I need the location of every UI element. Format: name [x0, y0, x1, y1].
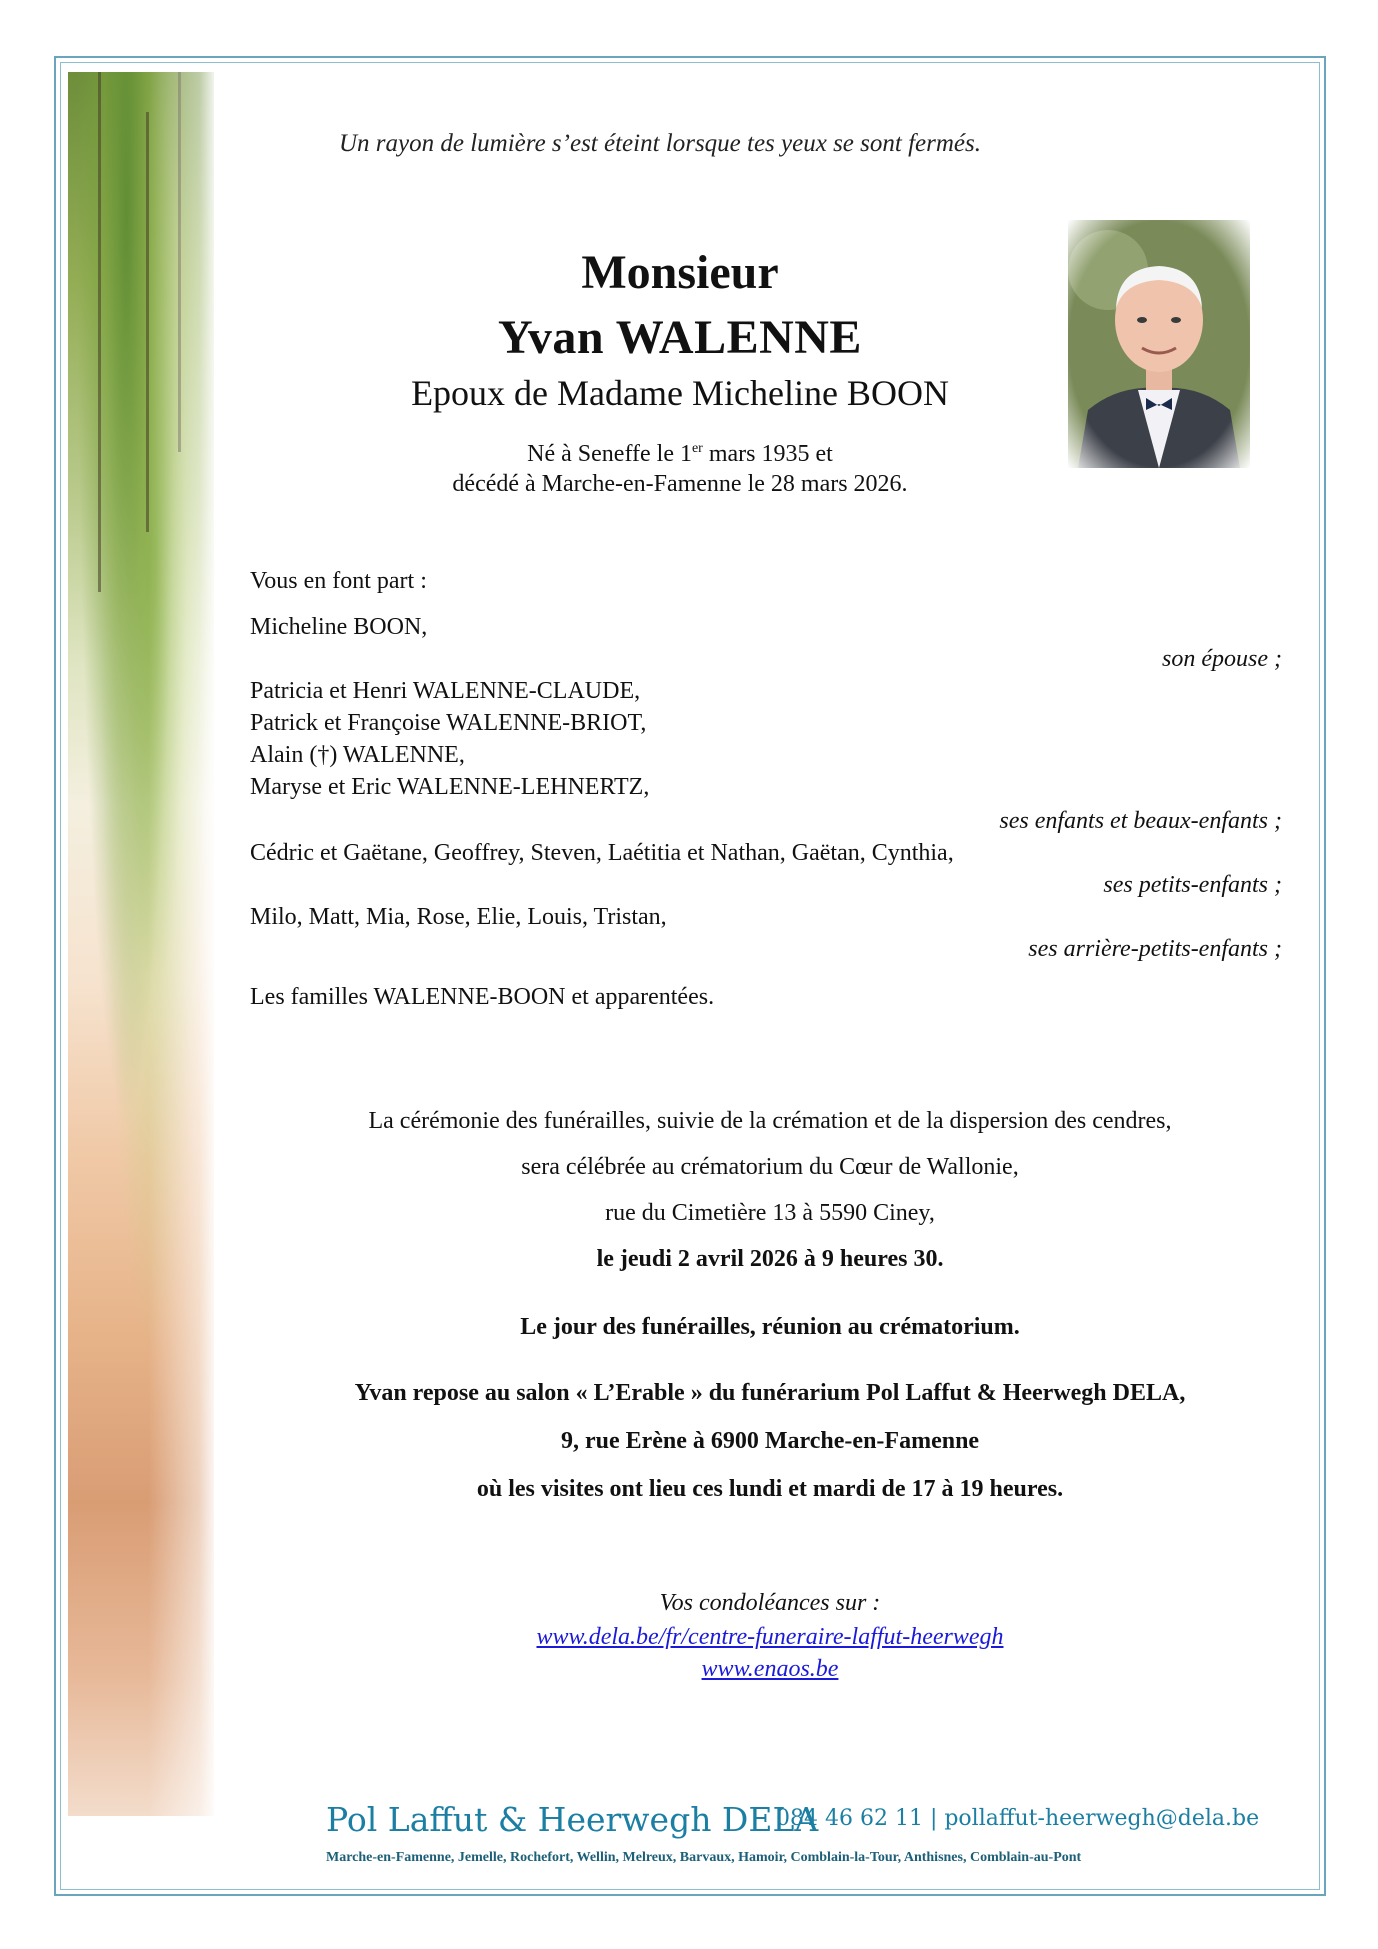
ceremony-date: le jeudi 2 avril 2026 à 9 heures 30. [596, 1246, 944, 1272]
honorific: Monsieur [581, 246, 779, 299]
ceremony-line: La cérémonie des funérailles, suivie de la crémation et de la dispersion des cendres, [368, 1108, 1172, 1134]
epigraph: Un rayon de lumière s’est éteint lorsque tes yeux se sont fermés. [339, 130, 981, 157]
condolences-link-enaos[interactable]: www.enaos.be [701, 1656, 839, 1682]
footer-contact: 084 46 62 11 | pollaffut-heerwegh@dela.be [776, 1806, 1260, 1831]
announce-line: Vous en font part : [250, 568, 427, 594]
birth-sup: er [691, 441, 703, 456]
death-line: décédé à Marche-en-Famenne le 28 mars 2026. [452, 471, 908, 497]
repose-line: Yvan repose au salon « L’Erable » du funérarium Pol Laffut & Heerwegh DELA, [354, 1380, 1186, 1406]
repose-line: où les visites ont lieu ces lundi et mardi de 17 à 19 heures. [476, 1476, 1064, 1502]
tree-trunk [98, 72, 101, 592]
spouse-line: Epoux de Madame Micheline BOON [411, 373, 949, 413]
condolences-label: Vos condoléances sur : [659, 1590, 881, 1616]
tree-trunk [146, 112, 149, 532]
footer-brand: Pol Laffut & Heerwegh DELA [326, 1800, 819, 1839]
birth-death-dates [280, 434, 1080, 499]
reunion-line: Le jour des funérailles, réunion au crématorium. [520, 1314, 1020, 1340]
portrait-illustration [1068, 220, 1250, 468]
footer-places: Marche-en-Famenne, Jemelle, Rochefort, Wellin, Melreux, Barvaux, Hamoir, Comblain-la-Tour, Anthisnes, Comblain-au-Pont [326, 1850, 1082, 1865]
condolences-link-dela[interactable]: www.dela.be/fr/centre-funeraire-laffut-heerwegh [536, 1624, 1004, 1650]
relation-spouse: son épouse ; [1162, 646, 1282, 672]
family-name-spouse: Micheline BOON, [250, 614, 428, 640]
birth-prefix: Né à Seneffe le 1 [527, 441, 692, 467]
portrait-photo [1068, 220, 1250, 468]
ceremony-line: rue du Cimetière 13 à 5590 Ciney, [605, 1200, 935, 1226]
ceremony-line: sera célébrée au crématorium du Cœur de Wallonie, [521, 1154, 1019, 1180]
tree-trunk [178, 72, 181, 452]
family-name-child: Patrick et Françoise WALENNE-BRIOT, [250, 710, 647, 736]
forest-path-photo-strip [68, 72, 214, 1816]
family-name-great-grandchildren: Milo, Matt, Mia, Rose, Elie, Louis, Tristan, [250, 904, 667, 930]
family-name-child: Maryse et Eric WALENNE-LEHNERTZ, [250, 774, 650, 800]
birth-suffix: mars 1935 et [702, 441, 833, 467]
families-line: Les familles WALENNE-BOON et apparentées. [250, 984, 715, 1010]
deceased-name: Yvan WALENNE [498, 311, 862, 364]
family-name-child: Patricia et Henri WALENNE-CLAUDE, [250, 678, 641, 704]
family-name-child: Alain (†) WALENNE, [250, 742, 465, 768]
relation-children: ses enfants et beaux-enfants ; [999, 808, 1282, 834]
relation-great-grandchildren: ses arrière-petits-enfants ; [1028, 936, 1282, 962]
family-name-grandchildren: Cédric et Gaëtane, Geoffrey, Steven, Laétitia et Nathan, Gaëtan, Cynthia, [250, 840, 954, 866]
relation-grandchildren: ses petits-enfants ; [1103, 872, 1282, 898]
repose-line: 9, rue Erène à 6900 Marche-en-Famenne [560, 1428, 980, 1454]
